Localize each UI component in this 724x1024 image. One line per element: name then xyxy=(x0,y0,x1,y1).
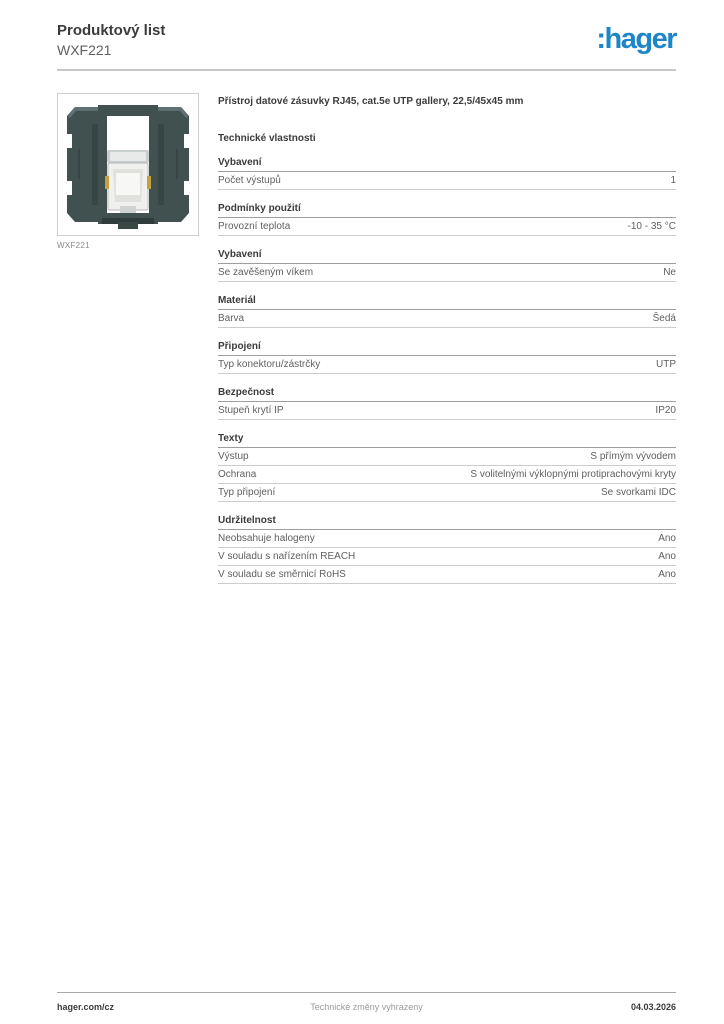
spec-label: Ochrana xyxy=(218,468,257,480)
spec-section-material xyxy=(218,295,676,328)
header-titles xyxy=(57,21,165,59)
spec-value: Ano xyxy=(658,550,676,562)
spec-label: V souladu s nařízením REACH xyxy=(218,550,356,562)
spec-row xyxy=(218,466,676,484)
footer-notice: Technické změny vyhrazeny xyxy=(310,1002,423,1012)
spec-row xyxy=(218,566,676,584)
spec-section-pripojeni xyxy=(218,341,676,374)
spec-value: Ne xyxy=(663,266,676,278)
spec-label: Výstup xyxy=(218,450,249,462)
technical-properties-title: Technické vlastnosti xyxy=(218,132,316,144)
spec-section-heading: Vybavení xyxy=(218,157,676,172)
spec-row xyxy=(218,448,676,466)
spec-section-udrzitelnost xyxy=(218,515,676,584)
product-image xyxy=(57,93,199,236)
spec-label: V souladu se směrnicí RoHS xyxy=(218,568,346,580)
content-area xyxy=(57,93,676,584)
spec-label: Provozní teplota xyxy=(218,220,291,232)
spec-section-heading: Bezpečnost xyxy=(218,387,676,402)
page-footer xyxy=(57,992,676,1012)
spec-label: Typ připojení xyxy=(218,486,276,498)
spec-section-texty xyxy=(218,433,676,502)
spec-section-heading: Udržitelnost xyxy=(218,515,676,530)
spec-value: Ano xyxy=(658,532,676,544)
spec-label: Neobsahuje halogeny xyxy=(218,532,315,544)
spec-section-vybaveni-1 xyxy=(218,157,676,190)
spec-section-heading: Připojení xyxy=(218,341,676,356)
spec-value: S volitelnými výklopnými protiprachovými kryty xyxy=(470,468,676,480)
spec-section-podminky-pouziti xyxy=(218,203,676,236)
footer-divider xyxy=(57,992,676,993)
spec-section-bezpecnost xyxy=(218,387,676,420)
spec-row xyxy=(218,530,676,548)
hager-logo: :hager xyxy=(596,23,676,55)
spec-value: S přímým vývodem xyxy=(590,450,676,462)
spec-value: UTP xyxy=(656,358,676,370)
page-header xyxy=(57,0,676,59)
spec-row xyxy=(218,264,676,282)
spec-label: Barva xyxy=(218,312,245,324)
rj45-device-illustration xyxy=(58,94,198,235)
spec-value: Ano xyxy=(658,568,676,580)
spec-row xyxy=(218,172,676,190)
spec-section-heading: Materiál xyxy=(218,295,676,310)
product-code: WXF221 xyxy=(57,41,112,58)
spec-label: Se zavěšeným víkem xyxy=(218,266,314,278)
spec-label: Typ konektoru/zástrčky xyxy=(218,358,321,370)
footer-date: 04.03.2026 xyxy=(630,1002,676,1012)
product-image-caption: WXF221 xyxy=(57,240,90,250)
spec-row xyxy=(218,218,676,236)
specs-column xyxy=(218,93,676,584)
spec-value: IP20 xyxy=(655,404,676,416)
footer-website-link[interactable]: hager.com/cz xyxy=(57,1002,115,1012)
product-description: Přístroj datové zásuvky RJ45, cat.5e UTP gallery, 22,5/45x45 mm xyxy=(218,95,524,107)
spec-label: Stupeň krytí IP xyxy=(218,404,284,416)
spec-row xyxy=(218,310,676,328)
product-image-column xyxy=(57,93,199,584)
spec-label: Počet výstupů xyxy=(218,174,281,186)
spec-section-vybaveni-2 xyxy=(218,249,676,282)
spec-value: -10 - 35 °C xyxy=(627,220,676,232)
spec-section-heading: Vybavení xyxy=(218,249,676,264)
spec-row xyxy=(218,548,676,566)
spec-row xyxy=(218,484,676,502)
spec-row xyxy=(218,402,676,420)
spec-value: Se svorkami IDC xyxy=(600,486,676,498)
footer-row xyxy=(57,1002,676,1012)
header-divider xyxy=(57,69,676,71)
spec-section-heading: Podmínky použití xyxy=(218,203,676,218)
spec-value: 1 xyxy=(670,174,676,186)
spec-section-heading: Texty xyxy=(218,433,676,448)
page-title: Produktový list xyxy=(57,22,166,39)
spec-value: Šedá xyxy=(652,312,676,324)
spec-row xyxy=(218,356,676,374)
